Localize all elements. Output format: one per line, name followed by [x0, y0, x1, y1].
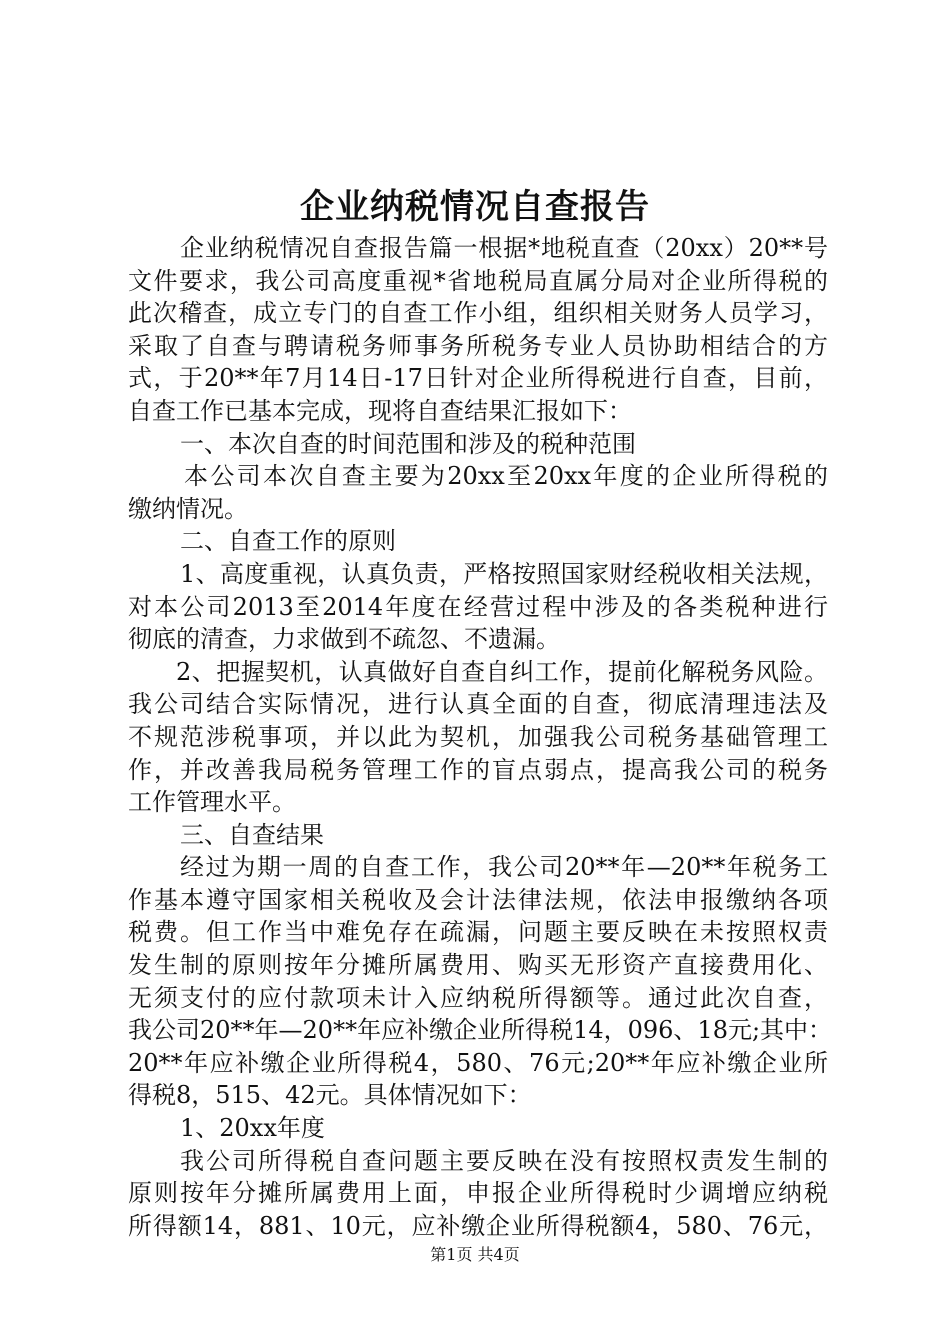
paragraph-line: 采取了自查与聘请税务师事务所税务专业人员协助相结合的方 — [128, 331, 828, 360]
paragraph-line: 20**年应补缴企业所得税4，580、76元;20**年应补缴企业所 — [128, 1048, 828, 1077]
paragraph-line: 发生制的原则按年分摊所属费用、购买无形资产直接费用化、 — [128, 951, 828, 980]
paragraph-line: 彻底的清查，力求做到不疏忽、不遗漏。 — [128, 625, 560, 654]
subsection-heading: 1、20xx年度 — [180, 1114, 325, 1143]
paragraph-line: 经过为期一周的自查工作，我公司20**年—20**年税务工 — [180, 853, 828, 882]
paragraph-line: 我公司结合实际情况，进行认真全面的自查，彻底清理违法及 — [128, 690, 828, 719]
paragraph-line: 自查工作已基本完成，现将自查结果汇报如下： — [128, 396, 632, 425]
paragraph-line: 作基本遵守国家相关税收及会计法律法规，依法申报缴纳各项 — [128, 885, 828, 914]
paragraph-line: 我公司20**年—20**年应补缴企业所得税14，096、18元;其中： — [128, 1016, 833, 1045]
section-heading: 一、本次自查的时间范围和涉及的税种范围 — [180, 429, 636, 458]
paragraph-line: 式，于20**年7月14日-17日针对企业所得税进行自查，目前， — [128, 364, 828, 393]
paragraph-line: 1、高度重视，认真负责，严格按照国家财经税收相关法规， — [180, 559, 828, 588]
paragraph-line: 企业纳税情况自查报告篇一根据*地税直查（20xx）20**号 — [180, 234, 828, 262]
section-heading: 三、自查结果 — [180, 820, 324, 849]
paragraph-line: 所得额14，881、10元，应补缴企业所得税额4，580、76元， — [128, 1211, 828, 1240]
paragraph-line: 不规范涉税事项，并以此为契机，加强我公司税务基础管理工 — [128, 722, 828, 751]
section-heading: 二、自查工作的原则 — [180, 527, 396, 556]
document-title: 企业纳税情况自查报告 — [300, 187, 650, 227]
paragraph-line: 缴纳情况。 — [128, 494, 248, 523]
paragraph-line: 无须支付的应付款项未计入应纳税所得额等。通过此次自查， — [128, 983, 828, 1012]
paragraph-line: 此次稽查，成立专门的自查工作小组，组织相关财务人员学习， — [128, 299, 828, 328]
paragraph-line: 原则按年分摊所属费用上面，申报企业所得税时少调增应纳税 — [128, 1179, 828, 1208]
paragraph-line: 作，并改善我局税务管理工作的盲点弱点，提高我公司的税务 — [128, 755, 828, 784]
paragraph-line: 我公司所得税自查问题主要反映在没有按照权责发生制的 — [180, 1146, 828, 1175]
paragraph-line: 2、把握契机，认真做好自查自纠工作，提前化解税务风险。 — [176, 657, 828, 686]
paragraph-line: 工作管理水平。 — [128, 788, 296, 817]
paragraph-line: 对本公司2013至2014年度在经营过程中涉及的各类税种进行 — [128, 592, 828, 621]
paragraph-line: 文件要求，我公司高度重视*省地税局直属分局对企业所得税的 — [128, 266, 828, 295]
page-number-footer: 第1页 共4页 — [430, 1245, 520, 1264]
paragraph-line: 本公司本次自查主要为20xx至20xx年度的企业所得税的 — [184, 462, 828, 491]
document-body — [128, 232, 833, 1242]
paragraph-line: 得税8，515、42元。具体情况如下： — [128, 1081, 532, 1110]
paragraph-line: 税费。但工作当中难免存在疏漏，问题主要反映在未按照权责 — [128, 918, 828, 947]
